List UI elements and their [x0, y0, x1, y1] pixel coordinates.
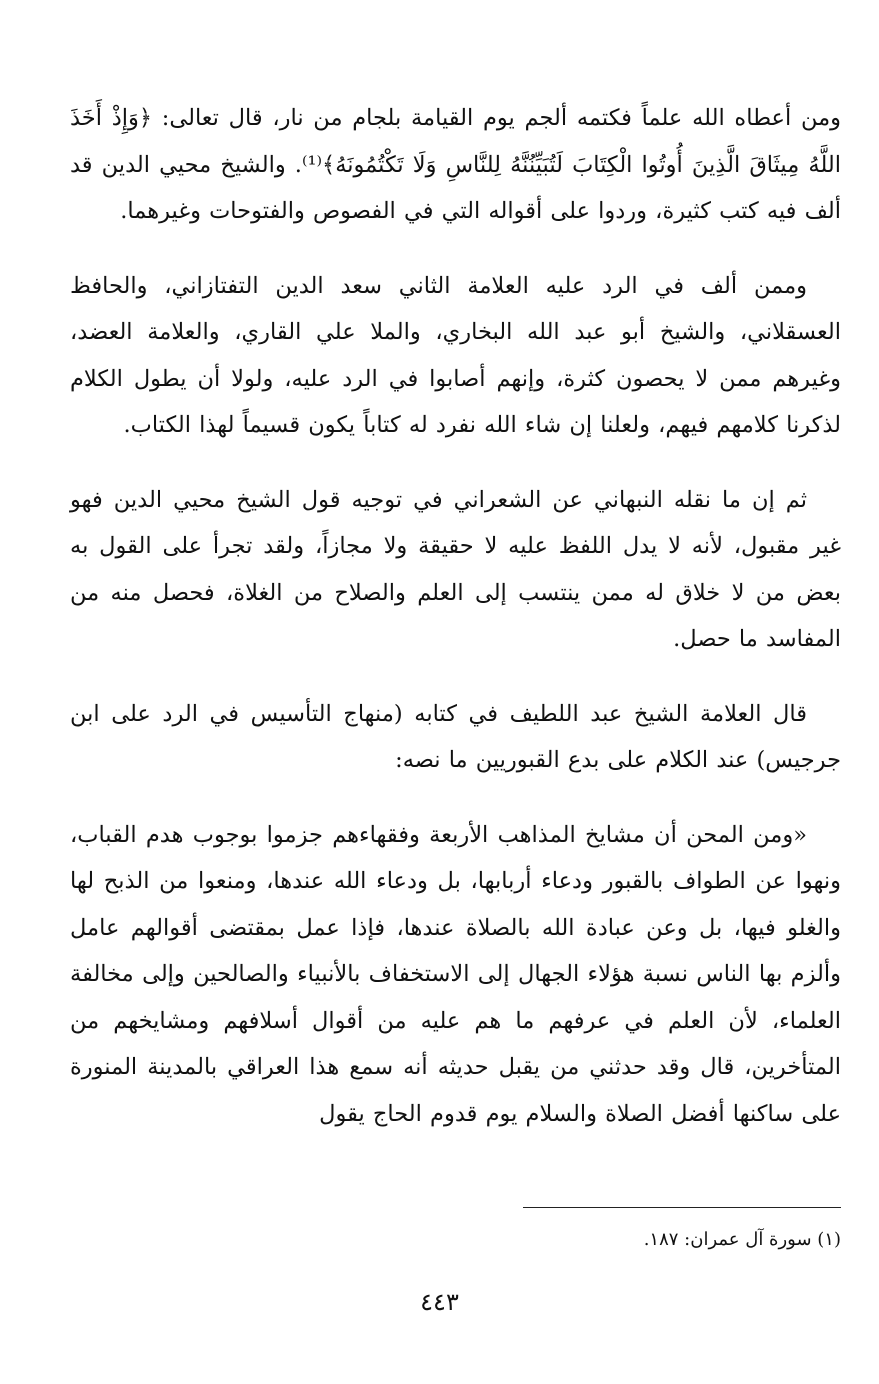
- paragraph-3: ثم إن ما نقله النبهاني عن الشعراني في توجيه قول الشيخ محيي الدين فهو غير مقبول، لأنه لا يدل اللفظ عليه لا حقيقة ولا مجازاً، ولقد تجرأ على القول به بعض من لا خلاق له ممن ينتسب إلى العلم والصلاح من الغلاة، فحصل منه من المفاسد ما حصل.: [70, 486, 842, 652]
- footnote: (١) سورة آل عمران: ١٨٧.: [643, 1229, 841, 1250]
- paragraph-5-quote: «ومن المحن أن مشايخ المذاهب الأربعة وفقهاءهم جزموا بوجوب هدم القباب، ونهوا عن الطواف بالقبور ودعاء أربابها، بل ودعاء الله عندها، ومنعوا من الذبح لها والغلو فيها، بل وعن عبادة الله بالصلاة عندها، فإذا عمل بمقتضى أقوالهم عامل وألزم بها الناس نسبة هؤلاء الجهال إلى الاستخفاف بالأنبياء والصالحين وإلى مخالفة العلماء، لأن العلم في عرفهم ما هم عليه من أقوال أسلافهم ومشايخهم من المتأخرين، قال وقد حدثني من يقبل حديثه أنه سمع هذا العراقي بالمدينة المنورة على ساكنها أفضل الصلاة والسلام يوم قدوم الحاج يقول: [70, 821, 841, 1127]
- paragraph-1: ومن أعطاه الله علماً فكتمه ألجم يوم القيامة بلجام من نار، قال تعالى: ﴿وَإِذْ أَخَذَ اللَّهُ مِيثَاقَ الَّذِينَ أُوتُوا الْكِتَابَ لَتُبَيِّنُنَّهُ لِلنَّاسِ وَلَا تَكْتُمُونَهُ﴾⁽¹⁾. والشيخ محيي الدين قد ألف فيه كتب كثيرة، وردوا على أقواله التي في الفصوص والفتوحات وغيرهما.: [70, 105, 842, 224]
- paragraph-4: قال العلامة الشيخ عبد اللطيف في كتابه (منهاج التأسيس في الرد على ابن جرجيس) عند الكلام على بدع القبوريين ما نصه:: [70, 700, 841, 773]
- paragraph-2: وممن ألف في الرد عليه العلامة الثاني سعد الدين التفتازاني، والحافظ العسقلاني، والشيخ أبو عبد الله البخاري، والملا علي القاري، والعلامة العضد، وغيرهم ممن لا يحصون كثرة، وإنهم أصابوا في الرد عليه، ولولا أن يطول الكلام لذكرنا كلامهم فيهم، ولعلنا إن شاء الله نفرد له كتاباً يكون قسيماً لهذا الكتاب.: [70, 272, 841, 438]
- footnote-separator: [523, 1207, 841, 1208]
- main-text: [70, 95, 841, 1165]
- page-number: ٤٤٣: [420, 1288, 459, 1316]
